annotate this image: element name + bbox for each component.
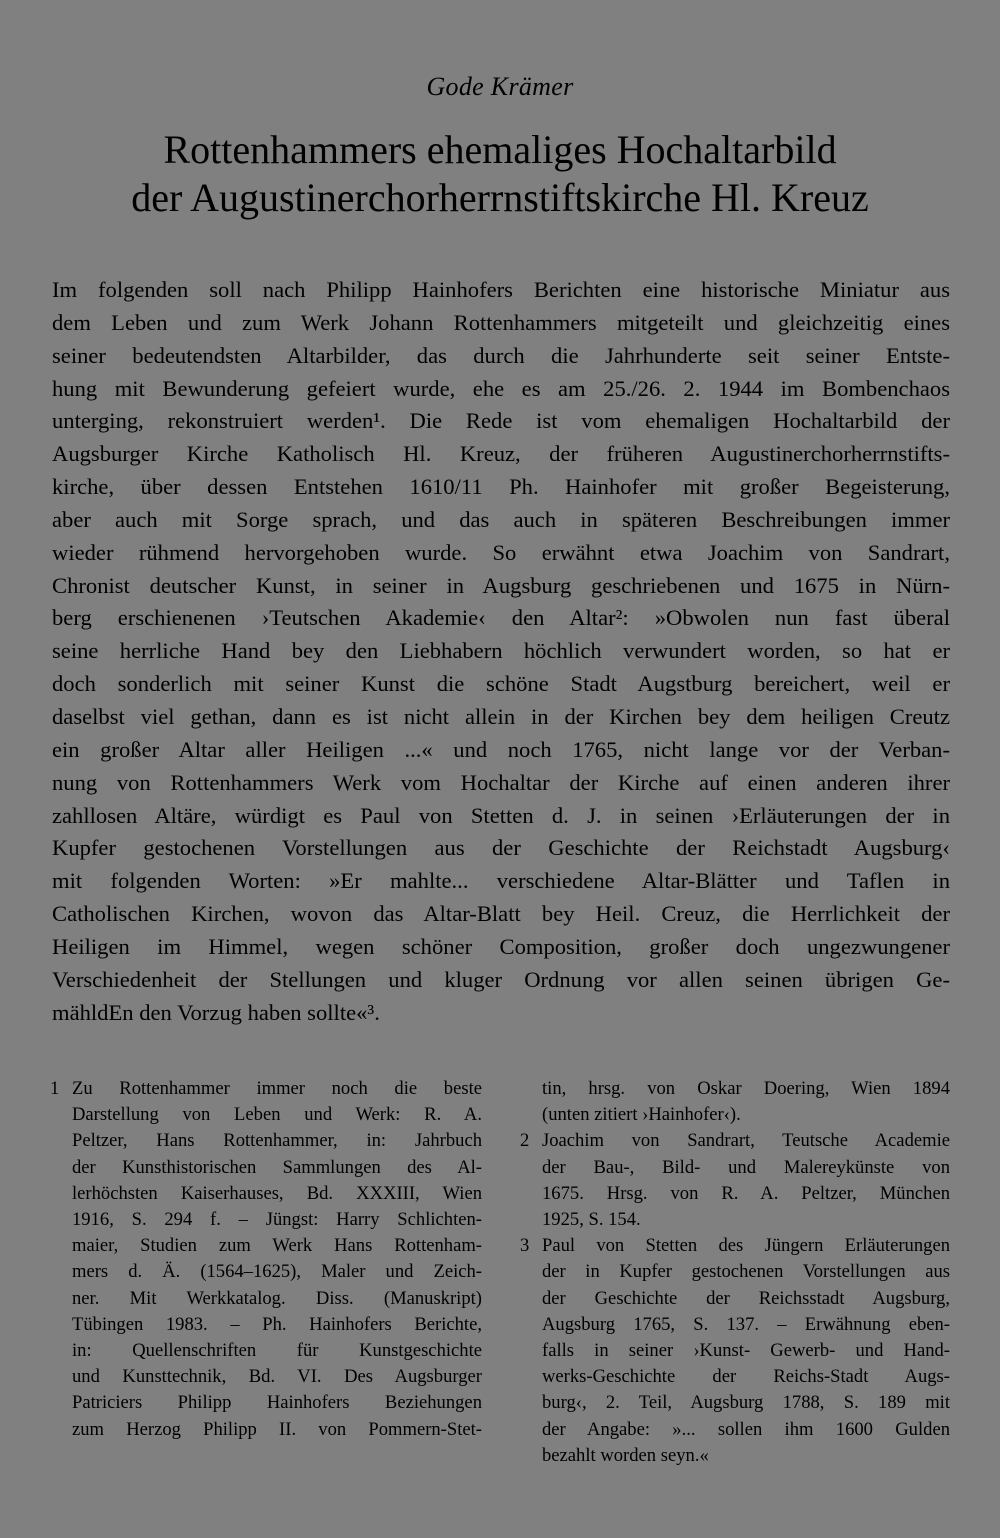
footnote-line: ner. Mit Werkkatalog. Diss. (Manuskript) [72, 1287, 482, 1309]
footnote-line: der Kunsthistorischen Sammlungen des Al- [72, 1156, 482, 1178]
footnote-1-continuation [520, 1076, 950, 1128]
footnote-line: burg‹, 2. Teil, Augsburg 1788, S. 189 mit [542, 1392, 950, 1414]
footnote-line: Peltzer, Hans Rottenhammer, in: Jahrbuch [72, 1130, 482, 1152]
footnote-line: mers d. Ä. (1564–1625), Maler und Zeich- [72, 1261, 482, 1283]
body-line: kirche, über dessen Entstehen 1610/11 Ph. Hainhofer mit großer Begeisterung, [52, 474, 950, 500]
body-line: Chronist deutscher Kunst, in seiner in Augsburg geschriebenen und 1675 in Nürn- [52, 572, 950, 598]
body-line: nung von Rottenhammers Werk vom Hochaltar der Kirche auf einen anderen ihrer [52, 769, 950, 795]
footnote-line: der Bau-, Bild- und Malereykünste von [542, 1156, 950, 1178]
footnote-line: 1925, S. 154. [542, 1209, 641, 1231]
title-line: der Augustinerchorherrnstiftskirche Hl. Kreuz [131, 175, 869, 220]
article-title [40, 126, 960, 222]
body-line: seine herrliche Hand bey den Liebhabern höchlich verwundert worden, so hat er [52, 638, 950, 664]
footnote-line: werks-Geschichte der Reichs-Stadt Augs- [542, 1366, 950, 1388]
footnote-column-left [50, 1076, 482, 1443]
footnote-line: lerhöchsten Kaiserhauses, Bd. XXXIII, Wien [72, 1182, 482, 1204]
footnote-line: falls in seiner ›Kunst- Gewerb- und Hand- [542, 1340, 950, 1362]
body-line: mit folgenden Worten: »Er mahlte... verschiedene Altar-Blätter und Taflen in [52, 868, 950, 894]
footnote-line: Paul von Stetten des Jüngern Erläuterungen [542, 1235, 950, 1257]
footnote-line: Tübingen 1983. – Ph. Hainhofers Berichte, [72, 1313, 482, 1335]
body-line: Catholischen Kirchen, wovon das Altar-Blatt bey Heil. Creuz, die Herrlichkeit der [52, 901, 950, 927]
body-line: zahllosen Altäre, würdigt es Paul von Stetten d. J. in seinen ›Erläuterungen der in [52, 802, 950, 828]
footnote-number: 1 [50, 1078, 60, 1099]
body-line: berg erschienenen ›Teutschen Akademie‹ den Altar²: »Obwolen nun fast überal [52, 605, 950, 631]
footnote-line: Joachim von Sandrart, Teutsche Academie [542, 1130, 950, 1152]
body-paragraph [52, 274, 950, 1029]
footnote-1 [50, 1076, 482, 1443]
footnote-line: der in Kupfer gestochenen Vorstellungen aus [542, 1261, 950, 1283]
footnote-line: 1916, S. 294 f. – Jüngst: Harry Schlichten- [72, 1209, 482, 1231]
body-line: Verschiedenheit der Stellungen und kluger Ordnung vor allen seinen übrigen Ge- [52, 966, 950, 992]
footnote-line: maier, Studien zum Werk Hans Rottenham- [72, 1235, 482, 1257]
body-line: daselbst viel gethan, dann es ist nicht allein in der Kirchen bey dem heiligen Creutz [52, 703, 950, 729]
footnote-2 [520, 1128, 950, 1233]
footnote-number: 3 [520, 1235, 530, 1257]
body-line: doch sonderlich mit seiner Kunst die schöne Stadt Augstburg bereichert, weil er [52, 671, 950, 697]
footnote-line: zum Herzog Philipp II. von Pommern-Stet- [72, 1418, 482, 1440]
footnote-line: der Angabe: »... sollen ihm 1600 Gulden [542, 1418, 950, 1440]
body-line: hung mit Bewunderung gefeiert wurde, ehe es am 25./26. 2. 1944 im Bombenchaos [52, 375, 950, 401]
footnote-line: Zu Rottenhammer immer noch die beste [72, 1078, 482, 1099]
footnote-line: Augsburg 1765, S. 137. – Erwähnung eben- [542, 1313, 950, 1335]
body-line: unterging, rekonstruiert werden¹. Die Rede ist vom ehemaligen Hochaltarbild der [52, 408, 950, 434]
footnote-line: und Kunsttechnik, Bd. VI. Des Augsburger [72, 1366, 482, 1388]
body-line: Heiligen im Himmel, wegen schöner Composition, großer doch ungezwungener [52, 933, 950, 959]
body-line: wieder rühmend hervorgehoben wurde. So erwähnt etwa Joachim von Sandrart, [52, 539, 950, 565]
body-line: Augsburger Kirche Katholisch Hl. Kreuz, der früheren Augustinerchorherrnstifts- [52, 441, 950, 467]
body-line: aber auch mit Sorge sprach, und das auch in späteren Beschreibungen immer [52, 506, 950, 532]
footnote-column-right [520, 1076, 950, 1469]
footnote-line: in: Quellenschriften für Kunstgeschichte [72, 1340, 482, 1362]
body-line: Kupfer gestochenen Vorstellungen aus der Geschichte der Reichstadt Augsburg‹ [52, 835, 950, 861]
footnote-line: Patriciers Philipp Hainhofers Beziehungen [72, 1392, 482, 1414]
body-line: mähldEn den Vorzug haben sollte«³. [52, 999, 380, 1025]
footnote-line: tin, hrsg. von Oskar Doering, Wien 1894 [542, 1078, 950, 1099]
body-line: ein großer Altar aller Heiligen ...« und noch 1765, nicht lange vor der Verban- [52, 736, 950, 762]
footnote-line: der Geschichte der Reichsstadt Augsburg, [542, 1287, 950, 1309]
footnote-line: bezahlt worden seyn.« [542, 1444, 709, 1466]
body-line: seiner bedeutendsten Altarbilder, das durch die Jahrhunderte seit seiner Entste- [52, 342, 950, 368]
footnote-line: (unten zitiert ›Hainhofer‹). [542, 1104, 741, 1126]
footnote-number: 2 [520, 1130, 530, 1152]
footnote-line: 1675. Hrsg. von R. A. Peltzer, München [542, 1182, 950, 1204]
footnote-3 [520, 1233, 950, 1469]
body-line: dem Leben und zum Werk Johann Rottenhammers mitgeteilt und gleichzeitig eines [52, 309, 950, 335]
title-line: Rottenhammers ehemaliges Hochaltarbild [163, 127, 837, 172]
author-name: Gode Krämer [426, 72, 574, 101]
footnote-line: Darstellung von Leben und Werk: R. A. [72, 1104, 482, 1126]
body-line: Im folgenden soll nach Philipp Hainhofers Berichten eine historische Miniatur aus [52, 277, 950, 302]
